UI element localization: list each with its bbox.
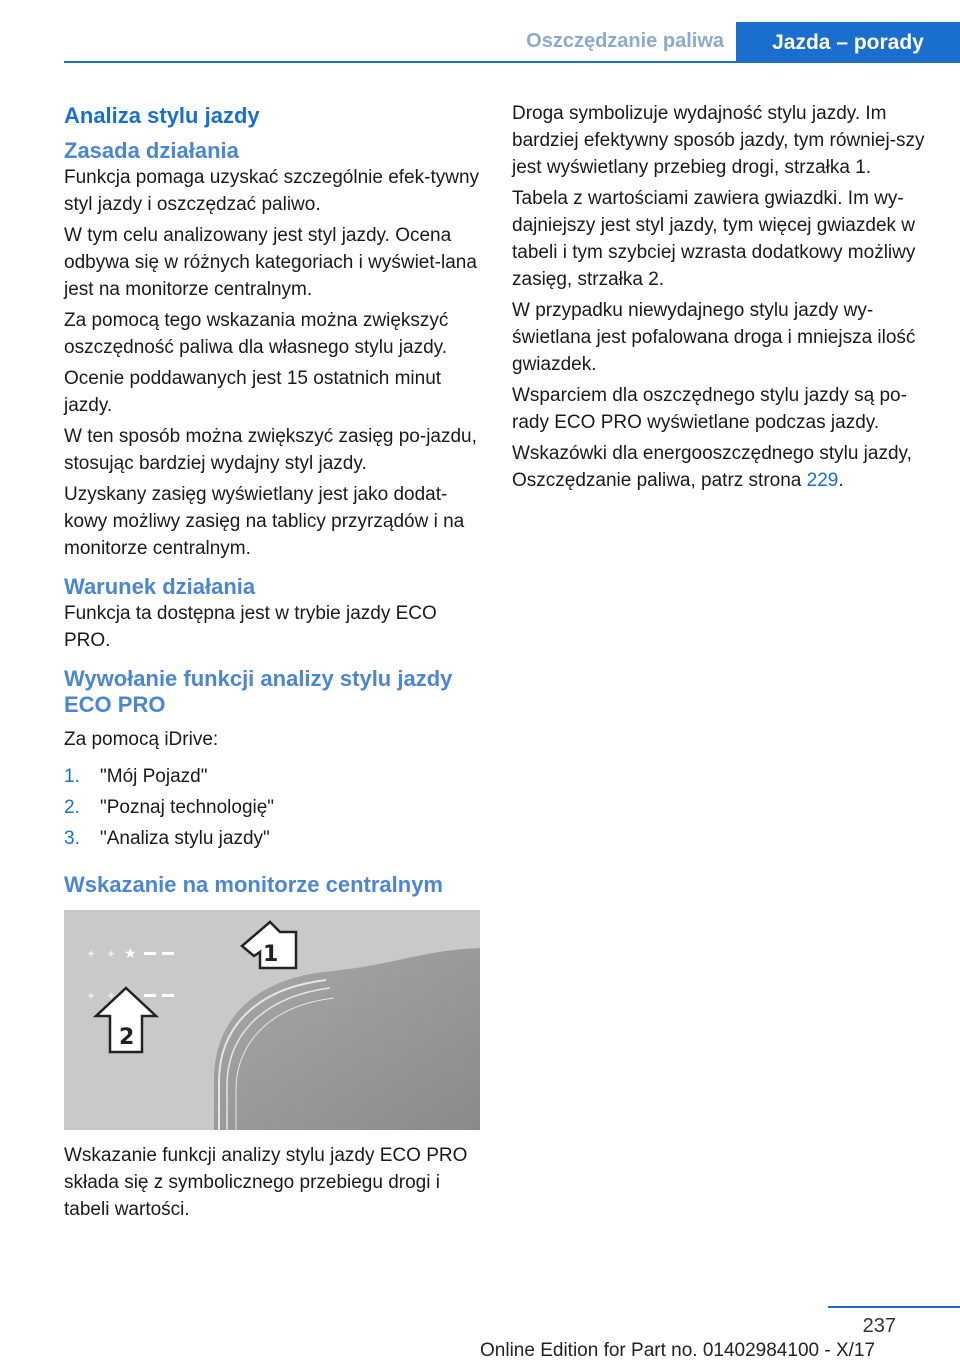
svg-text:✦: ✦	[86, 989, 97, 1003]
paragraph-with-link: Wskazówki dla energooszczędnego stylu jazdy, Oszczędzanie paliwa, patrz strona 229.	[512, 443, 912, 491]
figure-caption: Wskazanie funkcji analizy stylu jazdy ECO PRO składa się z symbolicznego przebiegu drogi i tabeli wartości.	[64, 1145, 468, 1220]
page-number: 237	[862, 1315, 896, 1337]
page-link[interactable]: 229	[806, 470, 839, 491]
left-column	[64, 100, 480, 1223]
svg-text:✦: ✦	[86, 947, 97, 961]
svg-text:2: 2	[119, 1025, 135, 1050]
principle-paragraph: Uzyskany zasięg wyświetlany jest jako dodat-kowy możliwy zasięg na tablicy przyrządów i na monitorze centralnym.	[64, 484, 465, 559]
svg-text:★: ★	[124, 946, 137, 962]
eco-pro-illustration	[64, 910, 480, 1130]
call-intro: Za pomocą iDrive:	[64, 729, 219, 750]
principle-paragraph: Funkcja pomaga uzyskać szczególnie efek-tywny styl jazdy i oszczędzać paliwo.	[64, 167, 480, 215]
footer-rule	[828, 1306, 960, 1308]
header-chapter-tab: Jazda – porady	[736, 22, 960, 63]
list-item: 3. "Analiza stylu jazdy"	[64, 828, 270, 849]
paragraph: Droga symbolizuje wydajność stylu jazdy. Im bardziej efektywny sposób jazdy, tym równiej-szy jest wyświetlany przebieg drogi, strzałka 1.	[512, 103, 925, 178]
paragraph: Wsparciem dla oszczędnego stylu jazdy są po-rady ECO PRO wyświetlane podczas jazdy.	[512, 385, 907, 433]
eco-pro-figure	[64, 910, 480, 1130]
principle-paragraph: Za pomocą tego wskazania można zwiększyć oszczędność paliwa dla własnego stylu jazdy.	[64, 310, 449, 358]
header-rule	[64, 61, 960, 63]
paragraph: W przypadku niewydajnego stylu jazdy wy-świetlana jest pofalowana droga i mniejsza ilość gwiazdek.	[512, 300, 916, 375]
svg-text:✦: ✦	[106, 947, 117, 961]
list-item: 2. "Poznaj technologię"	[64, 797, 275, 818]
page-title: Analiza stylu jazdy	[64, 103, 260, 128]
edition-note: Online Edition for Part no. 01402984100 - X/17	[480, 1340, 876, 1361]
list-item: 1. "Mój Pojazd"	[64, 766, 208, 787]
principle-paragraph: W ten sposób można zwiększyć zasięg po-jazdu, stosując bardziej wydajny styl jazdy.	[64, 426, 477, 474]
condition-paragraph: Funkcja ta dostępna jest w trybie jazdy ECO PRO.	[64, 603, 437, 651]
right-column	[512, 100, 928, 498]
call-heading: Wywołanie funkcji analizy stylu jazdy ECO PRO	[64, 666, 453, 717]
principle-paragraph: W tym celu analizowany jest styl jazdy. Ocena odbywa się w różnych kategoriach i wyświet-lana jest na monitorze centralnym.	[64, 225, 477, 300]
paragraph: Tabela z wartościami zawiera gwiazdki. Im wy-dajniejszy jest styl jazdy, tym więcej gwiazdek w tabeli i tym szybciej wzrasta dodatkowy możliwy zasięg, strzałka 2.	[512, 188, 916, 290]
condition-heading: Warunek działania	[64, 574, 256, 599]
principle-heading: Zasada działania	[64, 138, 239, 163]
display-heading: Wskazanie na monitorze centralnym	[64, 872, 443, 897]
header-section-title: Oszczędzanie paliwa	[526, 30, 724, 52]
steps-list	[64, 761, 480, 854]
principle-paragraph: Ocenie poddawanych jest 15 ostatnich minut jazdy.	[64, 368, 442, 416]
svg-text:1: 1	[263, 942, 279, 967]
svg-text:✦: ✦	[106, 989, 117, 1003]
